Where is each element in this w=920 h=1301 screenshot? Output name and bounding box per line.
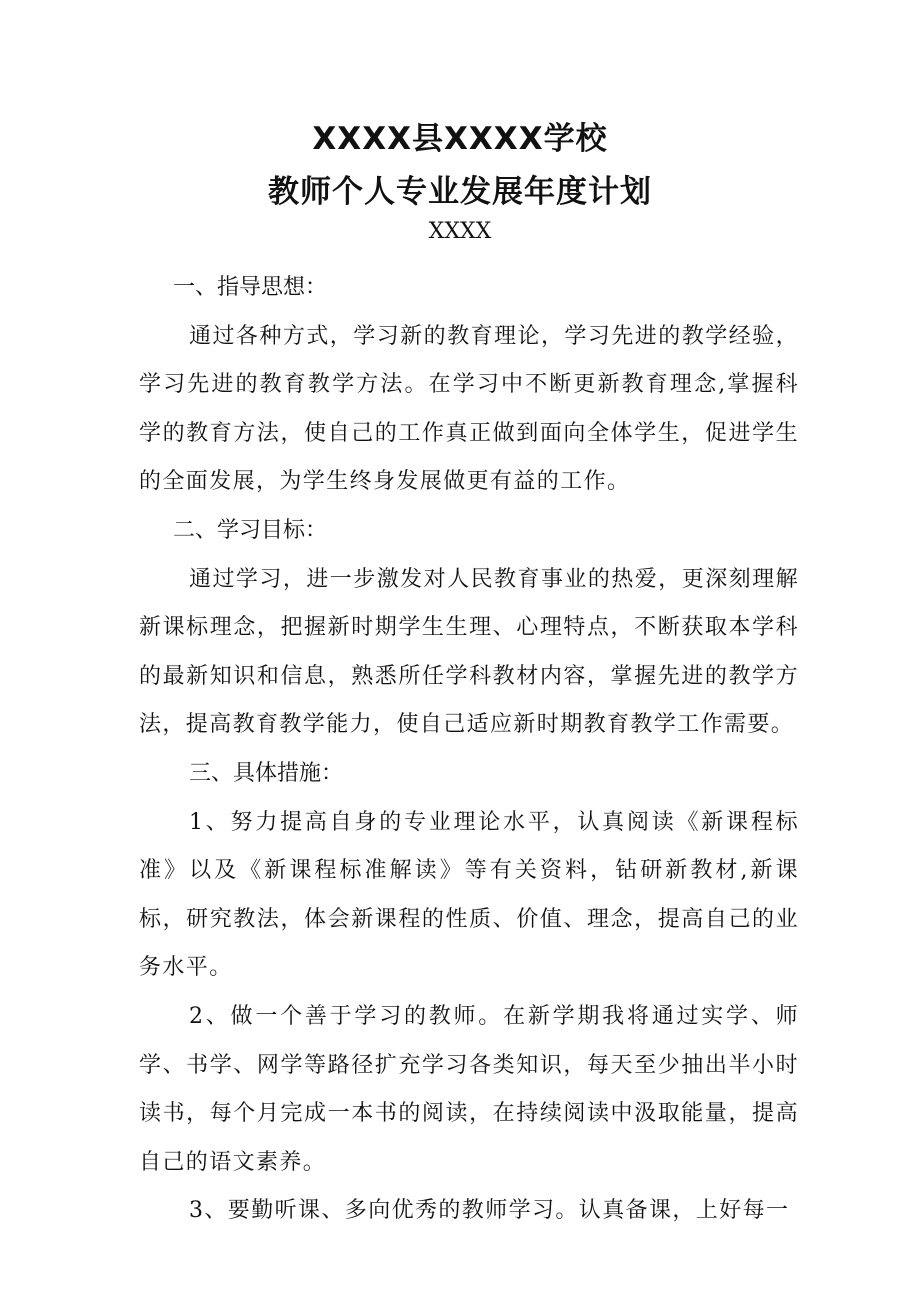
paragraph-measure-2: 2、做一个善于学习的教师。在新学期我将通过实学、师学、书学、网学等路径扩充学习各类知识，每天至少抽出半小时读书，每个月完成一本书的阅读，在持续阅读中汲取能量，提高自己的语文素养。 (139, 1003, 799, 1175)
section-heading-measures: 三、具体措施： (189, 760, 344, 786)
section-heading-goal: 二、学习目标： (173, 517, 328, 543)
document-title-school: XXXX县XXXX学校 (312, 121, 608, 157)
paragraph-goal: 通过学习，进一步激发对人民教育事业的热爱，更深刻理解新课标理念，把握新时期学生生理、心理特点，不断获取本学科的最新知识和信息，熟悉所任学科教材内容，掌握先进的教学方法，提高教育教学能力，使自己适应新时期教育教学工作需要。 (139, 566, 799, 738)
document-body (139, 264, 799, 1236)
paragraph-guiding: 通过各种方式，学习新的教育理论，学习先进的教学经验，学习先进的教育教学方法。在学习中不断更新教育理念,掌握科学的教育方法，使自己的工作真正做到面向全体学生，促进学生的全面发展，为学生终身发展做更有益的工作。 (139, 323, 799, 495)
paragraph-measure-1: 1、努力提高自身的专业理论水平，认真阅读《新课程标准》以及《新课程标准解读》等有关资料，钻研新教材,新课标，研究教法，体会新课程的性质、价值、理念，提高自己的业务水平。 (139, 809, 799, 981)
paragraph-measure-3: 3、要勤听课、多向优秀的教师学习。认真备课，上好每一 (189, 1198, 790, 1224)
document-title-plan: 教师个人专业发展年度计划 (268, 174, 652, 210)
document-author: XXXX (428, 219, 492, 244)
section-heading-guiding: 一、指导思想： (173, 275, 328, 300)
